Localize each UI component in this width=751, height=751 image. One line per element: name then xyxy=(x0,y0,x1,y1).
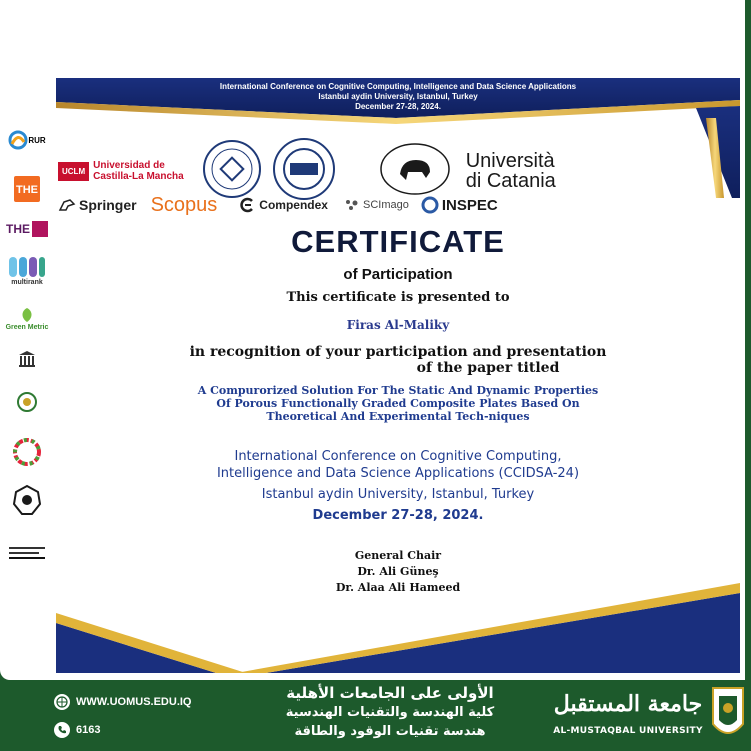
octagon-emblem-icon xyxy=(12,484,42,520)
uclm-name-line1: Universidad de xyxy=(93,160,165,171)
certificate-title: CERTIFICATE xyxy=(291,224,505,259)
recognition-line-1: in recognition of your participation and presentation xyxy=(189,344,607,360)
chair-name-1: Dr. Ali Güneş xyxy=(357,565,439,578)
inspec-label: INSPEC xyxy=(441,196,498,214)
arabic-line-1: الأولى على الجامعات الأهلية xyxy=(286,684,494,702)
multirank-label: multirank xyxy=(11,278,43,286)
pillars-icon xyxy=(17,349,37,369)
impact-rankings-icon xyxy=(32,221,48,237)
chair-title: General Chair xyxy=(354,549,442,562)
university-logo xyxy=(710,684,746,746)
certificate xyxy=(56,78,740,673)
recognition-text xyxy=(56,344,740,376)
chair-name-2: Dr. Alaa Ali Hameed xyxy=(335,581,461,594)
ranking-logos-strip xyxy=(4,120,50,580)
springer-logo xyxy=(58,197,137,213)
uclm-mark: UCLM xyxy=(58,162,89,181)
website-row xyxy=(54,694,192,710)
conference-header xyxy=(56,82,740,112)
phone-number[interactable]: 6163 xyxy=(76,724,101,736)
paper-title-line-3: Theoretical And Experimental Tech-niques xyxy=(266,410,530,423)
universities-logo xyxy=(4,538,50,566)
conference-details xyxy=(56,448,740,524)
conference-line-1: International Conference on Cognitive Computing, xyxy=(234,449,562,464)
college-text xyxy=(240,684,540,741)
conference-line-4: December 27-28, 2024. xyxy=(312,508,484,523)
university-name-english: AL-MUSTAQBAL UNIVERSITY xyxy=(553,726,703,736)
header-line-1: International Conference on Cognitive Computing, Intelligence and Data Science Applications xyxy=(219,82,577,91)
uclm-name-line2: Castilla-La Mancha xyxy=(93,171,184,182)
website-link[interactable]: WWW.UOMUS.EDU.IQ xyxy=(76,696,192,708)
sdg-wheel-icon xyxy=(13,438,41,466)
scimago-logo xyxy=(344,198,409,212)
the-impact-label: THE xyxy=(6,222,30,236)
greenmetric-label: Green Metric xyxy=(5,323,49,331)
inspec-logo xyxy=(421,196,498,214)
catania-elephant-seal-icon xyxy=(378,142,452,196)
rur-logo xyxy=(4,120,50,160)
phone-row xyxy=(54,722,100,738)
phone-icon xyxy=(54,722,70,738)
arabic-institution-logo xyxy=(4,480,50,524)
certificate-bottom-band xyxy=(56,583,740,673)
catania-seal xyxy=(378,142,452,201)
inspec-circle-icon xyxy=(421,196,439,214)
catania-line2: di Catania xyxy=(465,170,556,192)
indexing-logos-row xyxy=(56,194,740,216)
conference-line-2: Intelligence and Data Science Applications (CCIDSA-24) xyxy=(216,466,580,481)
paper-title-line-2: Of Porous Functionally Graded Composite Plates Based On xyxy=(216,397,580,410)
scopus-label: Scopus xyxy=(150,193,218,216)
university-name xyxy=(548,682,708,736)
springer-label: Springer xyxy=(79,197,137,213)
conference-line-3: Istanbul aydin University, Istanbul, Turkey xyxy=(261,487,535,502)
catania-logo xyxy=(466,151,556,191)
universities-wordmark-icon xyxy=(7,543,47,561)
leaf-icon xyxy=(18,306,36,324)
the-logo xyxy=(4,172,50,206)
certificate-subtitle: of Participation xyxy=(343,266,453,283)
university-shield-icon xyxy=(710,684,746,746)
arabic-line-2: كلية الهندسة والتقنيات الهندسية xyxy=(285,705,495,720)
presented-to: This certificate is presented to xyxy=(286,290,510,305)
arabic-line-3: هندسة تقنيات الوقود والطاقة xyxy=(294,724,486,739)
multirank-bars-icon xyxy=(7,255,47,279)
catania-line1: Università xyxy=(465,150,555,172)
sdg-wheel-logo xyxy=(4,434,50,470)
university-name-arabic: جامعة المستقبل xyxy=(553,691,703,717)
springer-horse-icon xyxy=(58,198,76,212)
scimago-label: SCImago xyxy=(362,199,409,211)
wreath-emblem-icon xyxy=(16,390,38,416)
recognition-line-2: of the paper titled xyxy=(416,360,560,376)
institution-pillars-logo xyxy=(4,346,50,372)
paper-title-line-1: A Compurorized Solution For The Static And Dynamic Properties xyxy=(197,384,599,397)
uclm-logo xyxy=(58,160,184,182)
right-border xyxy=(745,0,751,680)
rur-swirl-icon xyxy=(8,130,28,150)
the-impact-logo xyxy=(4,214,50,244)
header-line-2: Istanbul aydin University, Istanbul, Turkey xyxy=(318,92,478,101)
istanbul-aydin-seal-icon xyxy=(202,139,262,199)
multirank-logo xyxy=(4,248,50,292)
greenmetric-logo xyxy=(4,296,50,340)
ccidsa-seal-icon xyxy=(272,137,336,201)
recipient-name: Firas Al-Maliky xyxy=(346,318,450,332)
the-label: THE xyxy=(16,184,38,196)
compendex-logo xyxy=(239,197,328,213)
emblem-logo xyxy=(4,388,50,418)
globe-icon xyxy=(54,694,70,710)
scimago-dots-icon xyxy=(344,198,360,212)
compendex-c-icon xyxy=(239,197,255,213)
paper-title xyxy=(56,384,740,423)
rur-label: RUR xyxy=(28,135,46,145)
compendex-label: Compendex xyxy=(259,198,328,212)
header-line-3: December 27-28, 2024. xyxy=(355,102,441,111)
